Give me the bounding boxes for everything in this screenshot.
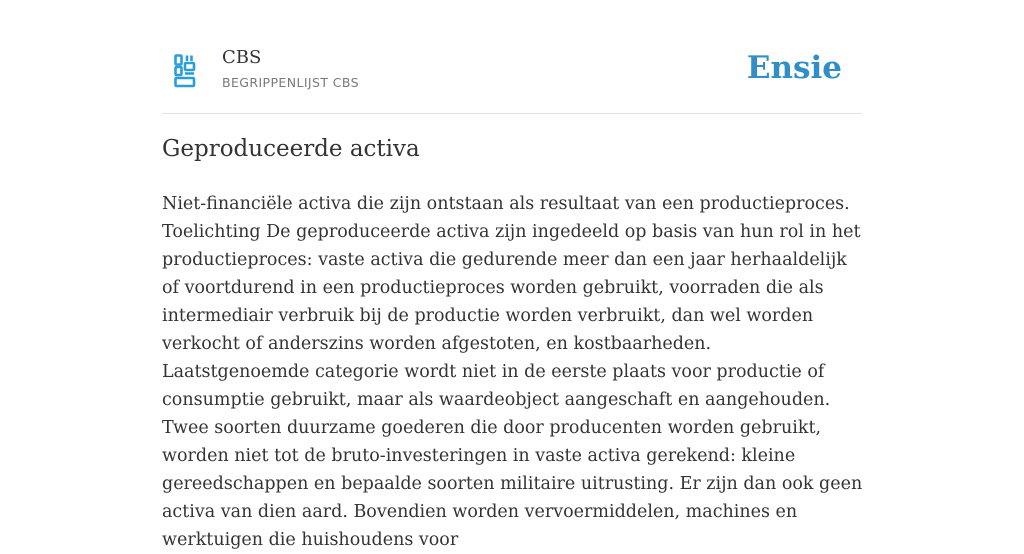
term-title: Geproduceerde activa <box>162 136 420 162</box>
cbs-logo-icon[interactable] <box>174 54 196 88</box>
org-name[interactable]: CBS <box>222 47 262 68</box>
header <box>162 40 862 114</box>
term-definition: Niet-financiële activa die zijn ontstaan als resultaat van een productieproces. Toelichting De geproduceerde activa zijn ingedeeld op basis van hun rol in het productieproces: vaste activa die gedurende meer dan een jaar herhaaldelijk of voortdurend in een productieproces worden gebruikt, voorraden die als intermediair verbruik bij de productie worden verbruikt, dan wel worden verkocht of anderszins worden afgestoten, en kostbaarheden. Laatstgenoemde categorie wordt niet in de eerste plaats voor productie of consumptie gebruikt, maar als waardeobject aangeschaft en aangehouden. Twee soorten duurzame goederen die door producenten worden gebruikt, worden niet tot de bruto-investeringen in vaste activa gerekend: kleine gereedschappen en bepaalde soorten militaire uitrusting. Er zijn dan ook geen activa van dien aard. Bovendien worden vervoermiddelen, machines en werktuigen die huishoudens voor <box>162 194 863 550</box>
glossary-subtitle[interactable]: BEGRIPPENLIJST CBS <box>222 75 359 90</box>
ensie-brand-logo[interactable]: Ensie <box>746 50 842 86</box>
